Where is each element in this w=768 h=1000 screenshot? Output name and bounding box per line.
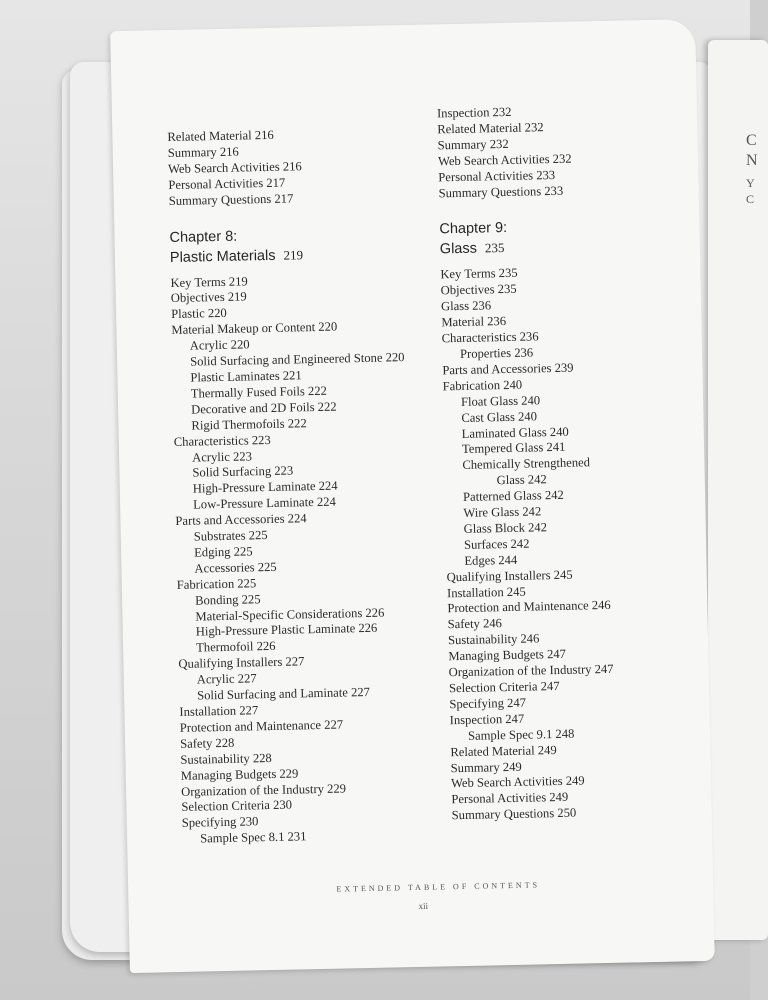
toc-entry: Summary Questions 250 — [451, 805, 577, 823]
chapter-label: Chapter 8: — [169, 228, 238, 246]
toc-entry: Acrylic 220 — [189, 337, 250, 353]
toc-entry: Material Makeup or Content 220 — [171, 319, 338, 338]
chapter-page: 235 — [484, 240, 505, 256]
toc-entry: Plastic 220 — [170, 306, 227, 322]
toc-entry: High-Pressure Laminate 224 — [192, 478, 338, 496]
toc-entry: Installation 245 — [446, 584, 526, 600]
toc-entry-list — [170, 271, 422, 849]
toc-entry-list — [440, 263, 692, 825]
toc-entry: Tempered Glass 241 — [461, 440, 566, 457]
toc-entry: Objectives 219 — [170, 289, 247, 306]
toc-entry: Low-Pressure Laminate 224 — [192, 494, 336, 512]
toc-entry: Specifying 247 — [449, 695, 527, 712]
toc-entry: Material 236 — [441, 314, 507, 330]
toc-entry: Web Search Activities 232 — [437, 151, 572, 169]
toc-entry: Edges 244 — [464, 552, 518, 568]
toc-entry: Patterned Glass 242 — [462, 487, 564, 505]
toc-entry: Glass Block 242 — [463, 520, 548, 536]
toc-entry: Selection Criteria 230 — [181, 798, 293, 815]
toc-entry: Glass 242 — [496, 472, 547, 488]
toc-entry: Sustainability 246 — [447, 631, 540, 648]
toc-entry: High-Pressure Plastic Laminate 226 — [195, 621, 378, 640]
toc-entry: Characteristics 236 — [441, 329, 539, 346]
toc-right-column — [437, 101, 692, 824]
toc-entry: Web Search Activities 216 — [167, 159, 302, 176]
toc-entry: Rigid Thermofoils 222 — [191, 415, 307, 433]
toc-entry: Substrates 225 — [193, 528, 268, 544]
toc-entry: Protection and Maintenance 246 — [447, 598, 611, 616]
toc-entry: Safety 246 — [447, 616, 503, 632]
toc-entry: Personal Activities 249 — [451, 790, 569, 807]
toc-entry: Sustainability 228 — [180, 750, 272, 767]
toc-entry: Sample Spec 8.1 231 — [199, 829, 307, 846]
toc-entry: Summary Questions 233 — [438, 183, 564, 200]
toc-entry: Float Glass 240 — [460, 392, 541, 409]
toc-entry: Managing Budgets 247 — [448, 647, 567, 664]
running-footer: EXTENDED TABLE OF CONTENTS — [336, 880, 541, 894]
book-page — [110, 19, 715, 973]
toc-entry: Accessories 225 — [194, 559, 277, 576]
chapter-heading — [169, 223, 410, 268]
toc-entry: Acrylic 223 — [191, 448, 253, 465]
toc-entry: Key Terms 235 — [440, 266, 518, 282]
toc-continued-list — [167, 125, 409, 210]
facing-page-glyph: C — [746, 192, 755, 206]
toc-entry: Glass 236 — [440, 298, 492, 314]
toc-entry: Inspection 232 — [436, 104, 512, 121]
toc-entry: Specifying 230 — [181, 814, 259, 831]
facing-page-glyph: C — [746, 132, 757, 149]
toc-entry: Organization of the Industry 247 — [448, 661, 614, 680]
toc-continued-list — [437, 101, 679, 201]
toc-entry: Organization of the Industry 229 — [180, 780, 347, 799]
toc-entry: Bonding 225 — [194, 591, 261, 608]
toc-entry: Related Material 232 — [437, 120, 544, 137]
toc-entry: Fabrication 225 — [176, 576, 257, 592]
toc-entry: Personal Activities 217 — [168, 175, 286, 192]
toc-entry: Wire Glass 242 — [463, 504, 542, 520]
toc-entry: Inspection 247 — [449, 711, 525, 728]
toc-entry: Protection and Maintenance 227 — [179, 717, 344, 735]
toc-entry: Solid Surfacing 223 — [192, 463, 294, 481]
toc-entry: Solid Surfacing and Engineered Stone 220 — [189, 350, 405, 369]
toc-entry: Plastic Laminates 221 — [190, 368, 302, 385]
chapter-heading — [439, 215, 680, 260]
chapter-label: Chapter 9: — [439, 220, 508, 238]
toc-entry: Parts and Accessories 239 — [442, 360, 574, 378]
toc-entry: Qualifying Installers 227 — [178, 654, 305, 672]
toc-entry: Selection Criteria 247 — [448, 678, 560, 696]
toc-entry: Objectives 235 — [440, 282, 517, 298]
toc-entry: Parts and Accessories 224 — [175, 511, 307, 529]
page-number: xii — [418, 900, 429, 911]
toc-entry: Material-Specific Considerations 226 — [195, 605, 385, 624]
chapter-title: Plastic Materials — [169, 247, 276, 266]
toc-entry: Summary Questions 217 — [168, 191, 294, 208]
toc-entry: Cast Glass 240 — [461, 408, 538, 425]
toc-entry: Summary 216 — [167, 144, 239, 160]
toc-entry: Summary 232 — [437, 136, 509, 153]
toc-entry: Edging 225 — [193, 544, 253, 560]
toc-entry: Related Material 249 — [450, 742, 557, 759]
chapter-title: Glass — [439, 241, 478, 258]
toc-entry: Summary 249 — [450, 759, 522, 775]
facing-page — [708, 40, 768, 940]
toc-entry: Web Search Activities 249 — [450, 773, 585, 791]
toc-entry: Solid Surfacing and Laminate 227 — [196, 685, 371, 703]
toc-entry: Safety 228 — [179, 735, 235, 751]
toc-entry: Installation 227 — [179, 703, 259, 719]
toc-entry: Fabrication 240 — [442, 377, 523, 394]
facing-page-glyph: N — [746, 152, 758, 169]
toc-entry: Personal Activities 233 — [438, 167, 556, 185]
toc-entry: Related Material 216 — [167, 127, 274, 145]
toc-entry: Qualifying Installers 245 — [446, 567, 573, 584]
toc-left-column — [167, 125, 422, 848]
facing-page-glyph: Y — [746, 176, 755, 190]
toc-entry: Key Terms 219 — [170, 273, 248, 290]
toc-entry: Properties 236 — [459, 345, 534, 361]
toc-entry: Laminated Glass 240 — [461, 424, 569, 441]
toc-entry: Sample Spec 9.1 248 — [467, 726, 575, 743]
toc-entry: Characteristics 223 — [173, 432, 271, 449]
toc-entry: Managing Budgets 229 — [180, 766, 299, 783]
toc-entry: Chemically Strengthened — [462, 455, 591, 473]
toc-entry: Thermally Fused Foils 222 — [190, 383, 327, 401]
toc-entry: Acrylic 227 — [196, 671, 257, 687]
toc-entry: Thermofoil 226 — [195, 639, 276, 655]
toc-entry: Surfaces 242 — [463, 536, 530, 552]
toc-entry: Decorative and 2D Foils 222 — [190, 399, 337, 417]
chapter-page: 219 — [283, 246, 304, 263]
